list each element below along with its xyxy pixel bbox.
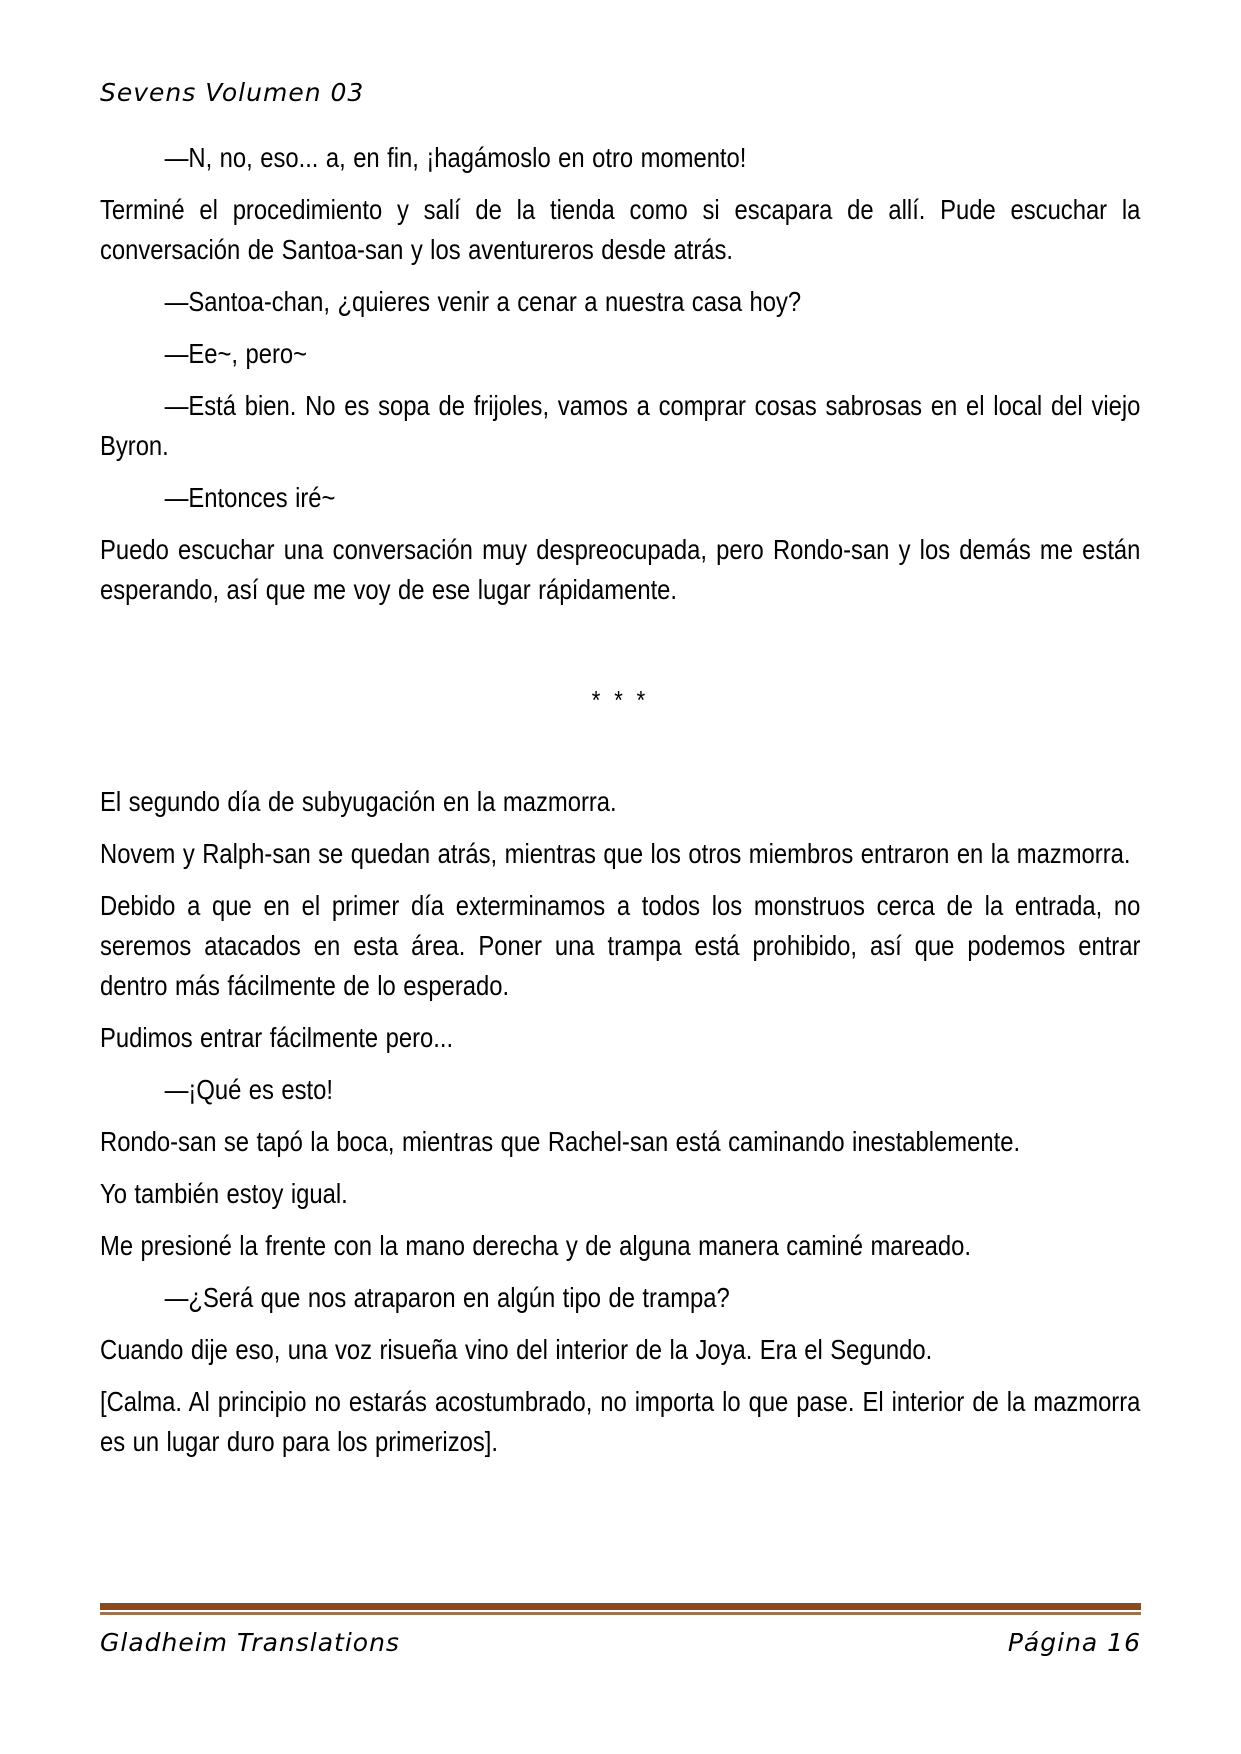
- paragraph: —Está bien. No es sopa de frijoles, vamos a comprar cosas sabrosas en el local del viejo Byron.: [100, 390, 1141, 461]
- paragraph: El segundo día de subyugación en la mazmorra.: [100, 786, 617, 817]
- content: [100, 138, 1140, 1474]
- page-header: [100, 78, 1140, 107]
- paragraph: Cuando dije eso, una voz risueña vino del interior de la Joya. Era el Segundo.: [100, 1334, 933, 1365]
- paragraph: —Ee~, pero~: [164, 338, 308, 369]
- paragraph: Terminé el procedimiento y salí de la tienda como si escapara de allí. Pude escuchar la conversación de Santoa-san y los aventureros desde atrás.: [100, 194, 1141, 265]
- section-separator: * * *: [591, 685, 649, 715]
- page-footer: [100, 1603, 1141, 1657]
- footer-rule-thin: [100, 1612, 1141, 1615]
- paragraph: Rondo-san se tapó la boca, mientras que Rachel-san está caminando inestablemente.: [100, 1126, 1021, 1157]
- paragraph: —Santoa-chan, ¿quieres venir a cenar a nuestra casa hoy?: [164, 286, 802, 317]
- paragraph: —Entonces iré~: [164, 482, 336, 513]
- footer-translator-credit: Gladheim Translations: [100, 1628, 400, 1657]
- paragraph: Me presioné la frente con la mano derecha y de alguna manera caminé mareado.: [100, 1230, 972, 1261]
- paragraph: Yo también estoy igual.: [100, 1178, 348, 1209]
- footer-row: [100, 1628, 1141, 1657]
- document-title: Sevens Volumen 03: [100, 78, 365, 107]
- paragraph: Pudimos entrar fácilmente pero...: [100, 1022, 454, 1053]
- paragraph: —¡Qué es esto!: [164, 1074, 333, 1105]
- paragraph: Debido a que en el primer día exterminamos a todos los monstruos cerca de la entrada, no seremos atacados en esta área. Poner una trampa está prohibido, así que podemos entrar dentro más fácilmente de lo esperado.: [100, 890, 1141, 1001]
- paragraph: Novem y Ralph-san se quedan atrás, mientras que los otros miembros entraron en la mazmorra.: [100, 838, 1131, 869]
- paragraph: —¿Será que nos atraparon en algún tipo de trampa?: [164, 1282, 730, 1313]
- paragraph: —N, no, eso... a, en fin, ¡hagámoslo en otro momento!: [164, 142, 747, 173]
- footer-page-number: Página 16: [1007, 1628, 1141, 1657]
- paragraph: [Calma. Al principio no estarás acostumbrado, no importa lo que pase. El interior de la mazmorra es un lugar duro para los primerizos].: [100, 1386, 1141, 1457]
- paragraph: Puedo escuchar una conversación muy despreocupada, pero Rondo-san y los demás me están esperando, así que me voy de ese lugar rápidamente.: [100, 534, 1141, 605]
- footer-rule-thick: [100, 1603, 1141, 1610]
